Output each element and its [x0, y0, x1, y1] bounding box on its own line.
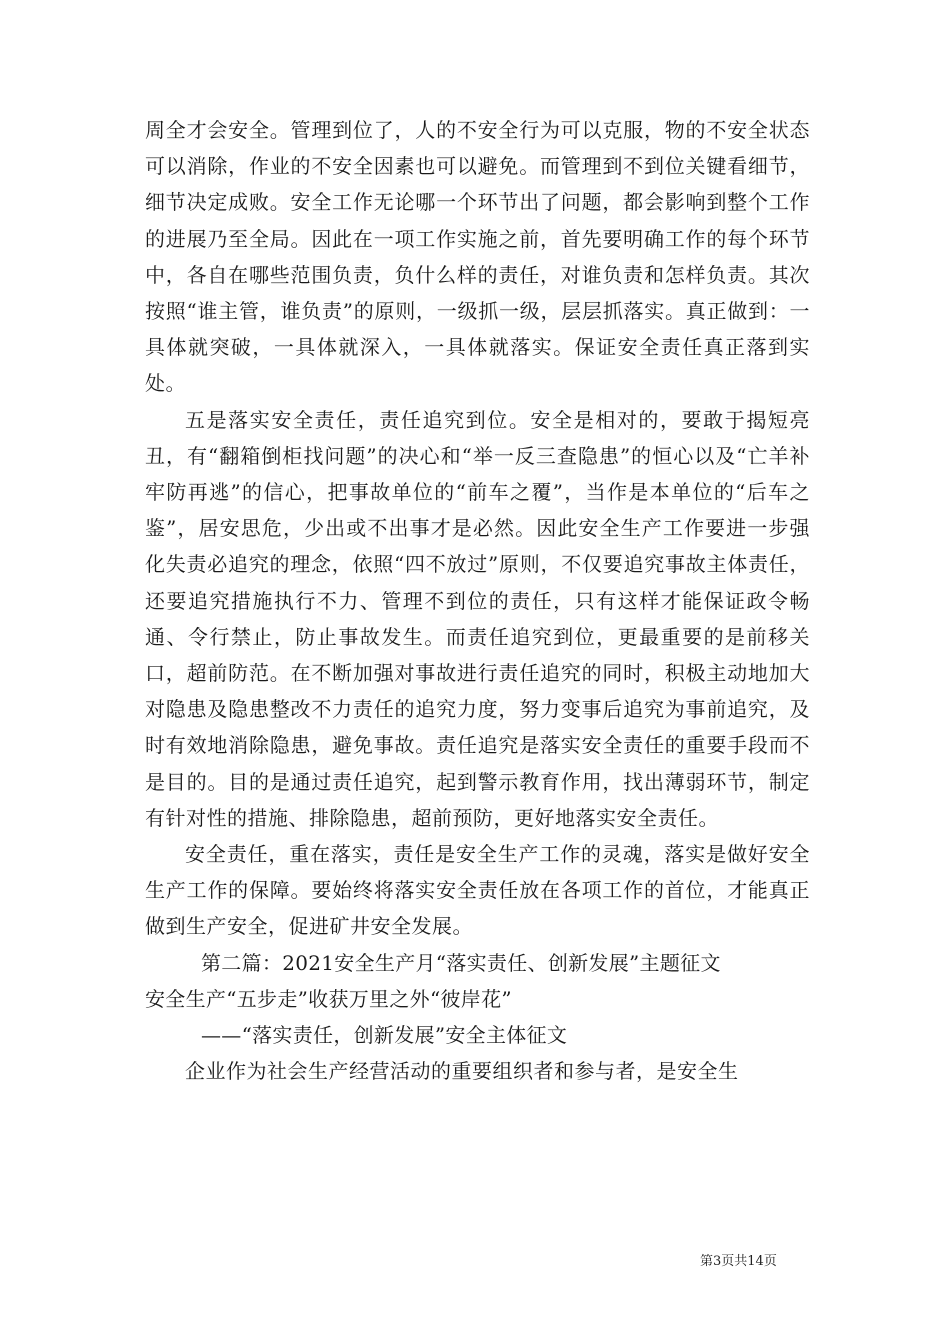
article-title: 安全生产“五步走”收获万里之外“彼岸花” — [145, 986, 512, 1011]
paragraph-enterprise-intro: 企业作为社会生产经营活动的重要组织者和参与者，是安全生 — [185, 1059, 739, 1084]
paragraph-conclusion: 安全责任，重在落实，责任是安全生产工作的灵魂，落实是做好安全生产工作的保障。要始终将落实安全责任放在各项工作的首位，才能真正做到生产安全，促进矿井安全发展。 — [145, 842, 810, 939]
paragraph-management-detail: 周全才会安全。管理到位了，人的不安全行为可以克服，物的不安全状态可以消除，作业的不安全因素也可以避免。而管理到不到位关键看细节，细节决定成败。安全工作无论哪一个环节出了问题，都会影响到整个工作的进展乃至全局。因此在一项工作实施之前，首先要明确工作的每个环节中，各自在哪些范围负责，负什么样的责任，对谁负责和怎样负责。其次按照“谁主管，谁负责”的原则，一级抓一级，层层抓落实。真正做到：一具体就突破，一具体就深入，一具体就落实。保证安全责任真正落到实处。 — [145, 118, 810, 396]
section-heading: 第二篇：2021安全生产月“落实责任、创新发展”主题征文 — [201, 950, 721, 975]
article-subtitle: ——“落实责任，创新发展”安全主体征文 — [201, 1023, 568, 1048]
document-body — [145, 112, 810, 1089]
page-number-footer: 第3页共14页 — [700, 1254, 777, 1269]
paragraph-responsibility-accountability: 五是落实安全责任，责任追究到位。安全是相对的，要敢于揭短亮丑，有“翻箱倒柜找问题”的决心和“举一反三查隐患”的恒心以及“亡羊补牢防再逃”的信心，把事故单位的“前车之覆”，当作是本单位的“后车之鉴”，居安思危，少出或不出事才是必然。因此安全生产工作要进一步强化失责必追究的理念，依照“四不放过”原则，不仅要追究事故主体责任，还要追究措施执行不力、管理不到位的责任，只有这样才能保证政令畅通、令行禁止，防止事故发生。而责任追究到位，更最重要的是前移关口，超前防范。在不断加强对事故进行责任追究的同时，积极主动地加大对隐患及隐患整改不力责任的追究力度，努力变事后追究为事前追究，及时有效地消除隐患，避免事故。责任追究是落实安全责任的重要手段而不是目的。目的是通过责任追究，起到警示教育作用，找出薄弱环节，制定有针对性的措施、排除隐患，超前预防，更好地落实安全责任。 — [145, 407, 810, 830]
